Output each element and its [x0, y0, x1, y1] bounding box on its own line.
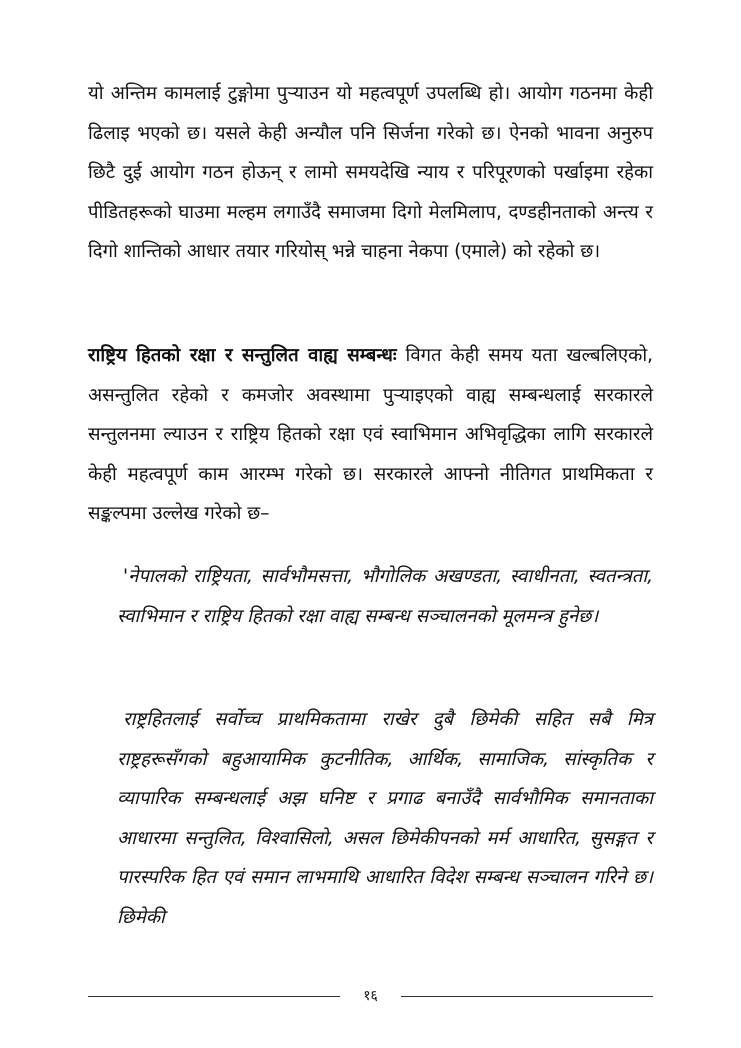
section-body-text: विगत केही समय यता खल्बलिएको, असन्तुलित रहेको र कमजोर अवस्थामा पुऱ्याइएको वाह्य सम्बन्धलाई सरकारले सन्तुलनमा ल्याउन र राष्ट्रिय हितको रक्षा एवं स्वाभिमान अभिवृद्धिका लागि सरकारले केही महत्वपूर्ण काम आरम्भ गरेको छ। सरकारले आफ्नो नीतिगत प्राथमिकता र सङ्कल्पमा उल्लेख गरेको छ– [88, 345, 654, 524]
footer-rule-right [401, 996, 653, 997]
page-footer [88, 985, 653, 1009]
quote-paragraph-sovereignty: 'नेपालको राष्ट्रियता, सार्वभौमसत्ता, भौगोलिक अखण्डता, स्वाधीनता, स्वतन्त्रता, स्वाभिमान र राष्ट्रिय हितको रक्षा वाह्य सम्बन्ध सञ्चालनको मूलमन्त्र हुनेछ। [117, 566, 653, 627]
body-paragraph-foreign-relations [88, 336, 653, 534]
body-paragraph-commission: यो अन्तिम कामलाई टुङ्गोमा पुऱ्याउन यो महत्वपूर्ण उपलब्धि हो। आयोग गठनमा केही ढिलाइ भएको छ। यसले केही अन्यौल पनि सिर्जना गरेको छ। ऐनको भावना अनुरुप छिटै दुई आयोग गठन होऊन् र लामो समयदेखि न्याय र परिपूरणको पर्खाइमा रहेका पीडितहरूको घाउमा मल्हम लगाउँदै समाजमा दिगो मेलमिलाप, दण्डहीनताको अन्त्य र दिगो शान्तिको आधार तयार गरियोस् भन्ने चाहना नेकपा (एमाले) को रहेको छ। [88, 83, 653, 262]
page-number: १६ [363, 988, 378, 1004]
section-heading-national-interest: राष्ट्रिय हितको रक्षा र सन्तुलित वाह्य सम्बन्धः [88, 345, 397, 366]
quote-paragraph-neighbour-policy: राष्ट्रहितलाई सर्वोच्च प्राथमिकतामा राखेर दुबै छिमेकी सहित सबै मित्र राष्ट्रहरूसँगको बहुआयामिक कुटनीतिक, आर्थिक, सामाजिक, सांस्कृतिक र व्यापारिक सम्बन्धलाई अझ घनिष्ट र प्रगाढ बनाउँदै सार्वभौमिक समानताका आधारमा सन्तुलित, विश्वासिलो, असल छिमेकीपनको मर्म आधारित, सुसङ्गत र पारस्परिक हित एवं समान लाभमाथि आधारित विदेश सम्बन्ध सञ्चालन गरिने छ। छिमेकी [117, 709, 653, 928]
